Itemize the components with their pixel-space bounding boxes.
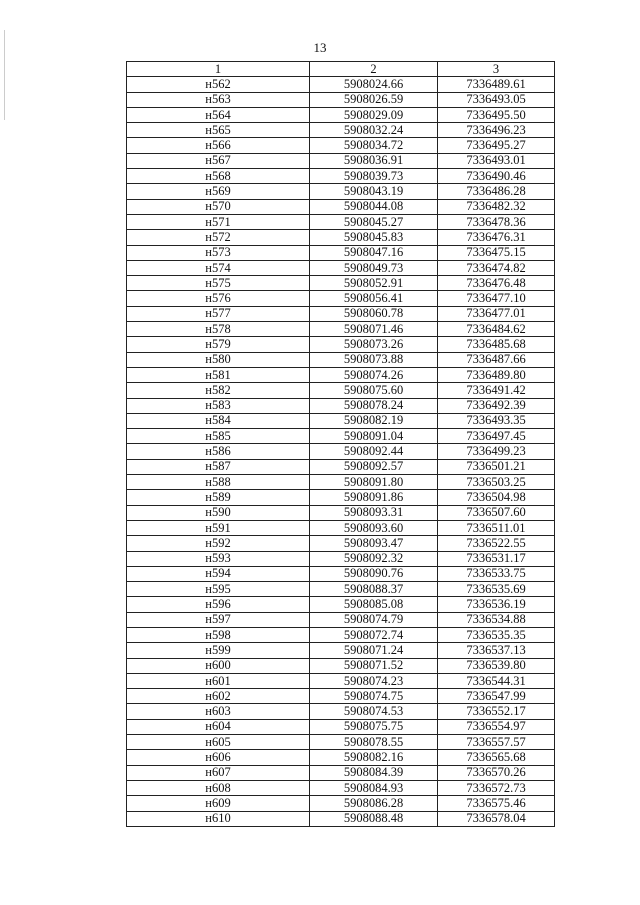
y-coordinate-cell: 7336486.28 xyxy=(438,184,555,199)
point-number-cell: н598 xyxy=(127,627,310,642)
table-row xyxy=(127,780,555,795)
table-row xyxy=(127,750,555,765)
x-coordinate-cell: 5908032.24 xyxy=(310,123,438,138)
coordinates-table xyxy=(126,61,555,827)
table-row xyxy=(127,643,555,658)
point-number-cell: н568 xyxy=(127,169,310,184)
page-number: 13 xyxy=(313,40,327,55)
y-coordinate-cell: 7336535.35 xyxy=(438,627,555,642)
table-row xyxy=(127,169,555,184)
point-number-cell: н586 xyxy=(127,444,310,459)
table-row xyxy=(127,413,555,428)
y-coordinate-cell: 7336578.04 xyxy=(438,811,555,826)
x-coordinate-cell: 5908075.60 xyxy=(310,383,438,398)
x-coordinate-cell: 5908072.74 xyxy=(310,627,438,642)
table-row xyxy=(127,367,555,382)
point-number-cell: н579 xyxy=(127,337,310,352)
y-coordinate-cell: 7336536.19 xyxy=(438,597,555,612)
point-number-cell: н571 xyxy=(127,214,310,229)
point-number-cell: н596 xyxy=(127,597,310,612)
table-row xyxy=(127,92,555,107)
y-coordinate-cell: 7336504.98 xyxy=(438,490,555,505)
point-number-cell: н588 xyxy=(127,475,310,490)
column-header-3: 3 xyxy=(438,62,555,77)
table-row xyxy=(127,627,555,642)
x-coordinate-cell: 5908086.28 xyxy=(310,796,438,811)
table-row xyxy=(127,306,555,321)
x-coordinate-cell: 5908060.78 xyxy=(310,306,438,321)
point-number-cell: н600 xyxy=(127,658,310,673)
point-number-cell: н576 xyxy=(127,291,310,306)
x-coordinate-cell: 5908049.73 xyxy=(310,260,438,275)
point-number-cell: н562 xyxy=(127,77,310,92)
point-number-cell: н606 xyxy=(127,750,310,765)
table-row xyxy=(127,107,555,122)
y-coordinate-cell: 7336492.39 xyxy=(438,398,555,413)
x-coordinate-cell: 5908071.52 xyxy=(310,658,438,673)
point-number-cell: н581 xyxy=(127,367,310,382)
y-coordinate-cell: 7336475.15 xyxy=(438,245,555,260)
y-coordinate-cell: 7336477.01 xyxy=(438,306,555,321)
table-row xyxy=(127,582,555,597)
x-coordinate-cell: 5908084.93 xyxy=(310,780,438,795)
x-coordinate-cell: 5908074.79 xyxy=(310,612,438,627)
point-number-cell: н585 xyxy=(127,429,310,444)
table-row xyxy=(127,505,555,520)
table-row xyxy=(127,153,555,168)
table-row xyxy=(127,245,555,260)
x-coordinate-cell: 5908084.39 xyxy=(310,765,438,780)
y-coordinate-cell: 7336495.27 xyxy=(438,138,555,153)
point-number-cell: н573 xyxy=(127,245,310,260)
table-row xyxy=(127,566,555,581)
point-number-cell: н592 xyxy=(127,536,310,551)
y-coordinate-cell: 7336476.48 xyxy=(438,276,555,291)
x-coordinate-cell: 5908034.72 xyxy=(310,138,438,153)
y-coordinate-cell: 7336544.31 xyxy=(438,673,555,688)
y-coordinate-cell: 7336503.25 xyxy=(438,475,555,490)
x-coordinate-cell: 5908045.27 xyxy=(310,214,438,229)
point-number-cell: н599 xyxy=(127,643,310,658)
y-coordinate-cell: 7336496.23 xyxy=(438,123,555,138)
y-coordinate-cell: 7336565.68 xyxy=(438,750,555,765)
table-row xyxy=(127,689,555,704)
column-header-2: 2 xyxy=(310,62,438,77)
x-coordinate-cell: 5908044.08 xyxy=(310,199,438,214)
x-coordinate-cell: 5908043.19 xyxy=(310,184,438,199)
x-coordinate-cell: 5908073.88 xyxy=(310,352,438,367)
x-coordinate-cell: 5908047.16 xyxy=(310,245,438,260)
point-number-cell: н607 xyxy=(127,765,310,780)
x-coordinate-cell: 5908074.26 xyxy=(310,367,438,382)
y-coordinate-cell: 7336491.42 xyxy=(438,383,555,398)
x-coordinate-cell: 5908093.60 xyxy=(310,520,438,535)
point-number-cell: н574 xyxy=(127,260,310,275)
y-coordinate-cell: 7336493.35 xyxy=(438,413,555,428)
x-coordinate-cell: 5908071.24 xyxy=(310,643,438,658)
y-coordinate-cell: 7336511.01 xyxy=(438,520,555,535)
table-row xyxy=(127,765,555,780)
y-coordinate-cell: 7336507.60 xyxy=(438,505,555,520)
point-number-cell: н563 xyxy=(127,92,310,107)
x-coordinate-cell: 5908036.91 xyxy=(310,153,438,168)
y-coordinate-cell: 7336552.17 xyxy=(438,704,555,719)
y-coordinate-cell: 7336534.88 xyxy=(438,612,555,627)
x-coordinate-cell: 5908071.46 xyxy=(310,322,438,337)
table-row xyxy=(127,123,555,138)
table-row xyxy=(127,291,555,306)
point-number-cell: н610 xyxy=(127,811,310,826)
y-coordinate-cell: 7336537.13 xyxy=(438,643,555,658)
x-coordinate-cell: 5908091.04 xyxy=(310,429,438,444)
table-row xyxy=(127,138,555,153)
point-number-cell: н601 xyxy=(127,673,310,688)
table-row xyxy=(127,597,555,612)
x-coordinate-cell: 5908091.86 xyxy=(310,490,438,505)
y-coordinate-cell: 7336489.61 xyxy=(438,77,555,92)
table-row xyxy=(127,536,555,551)
table-row xyxy=(127,383,555,398)
point-number-cell: н565 xyxy=(127,123,310,138)
table-row xyxy=(127,719,555,734)
x-coordinate-cell: 5908024.66 xyxy=(310,77,438,92)
y-coordinate-cell: 7336490.46 xyxy=(438,169,555,184)
point-number-cell: н566 xyxy=(127,138,310,153)
point-number-cell: н605 xyxy=(127,735,310,750)
x-coordinate-cell: 5908074.53 xyxy=(310,704,438,719)
table-row xyxy=(127,673,555,688)
table-row xyxy=(127,459,555,474)
point-number-cell: н609 xyxy=(127,796,310,811)
table-row xyxy=(127,475,555,490)
column-header-1: 1 xyxy=(127,62,310,77)
y-coordinate-cell: 7336539.80 xyxy=(438,658,555,673)
point-number-cell: н602 xyxy=(127,689,310,704)
y-coordinate-cell: 7336533.75 xyxy=(438,566,555,581)
point-number-cell: н580 xyxy=(127,352,310,367)
point-number-cell: н608 xyxy=(127,780,310,795)
y-coordinate-cell: 7336572.73 xyxy=(438,780,555,795)
y-coordinate-cell: 7336535.69 xyxy=(438,582,555,597)
table-row xyxy=(127,658,555,673)
x-coordinate-cell: 5908090.76 xyxy=(310,566,438,581)
table-row xyxy=(127,184,555,199)
point-number-cell: н567 xyxy=(127,153,310,168)
point-number-cell: н583 xyxy=(127,398,310,413)
x-coordinate-cell: 5908078.24 xyxy=(310,398,438,413)
y-coordinate-cell: 7336477.10 xyxy=(438,291,555,306)
point-number-cell: н593 xyxy=(127,551,310,566)
y-coordinate-cell: 7336501.21 xyxy=(438,459,555,474)
y-coordinate-cell: 7336476.31 xyxy=(438,230,555,245)
table-row xyxy=(127,199,555,214)
table-row xyxy=(127,444,555,459)
point-number-cell: н594 xyxy=(127,566,310,581)
x-coordinate-cell: 5908082.16 xyxy=(310,750,438,765)
point-number-cell: н570 xyxy=(127,199,310,214)
point-number-cell: н591 xyxy=(127,520,310,535)
point-number-cell: н590 xyxy=(127,505,310,520)
table-row xyxy=(127,260,555,275)
table-row xyxy=(127,551,555,566)
y-coordinate-cell: 7336557.57 xyxy=(438,735,555,750)
x-coordinate-cell: 5908091.80 xyxy=(310,475,438,490)
point-number-cell: н604 xyxy=(127,719,310,734)
table-row xyxy=(127,398,555,413)
table-row xyxy=(127,490,555,505)
x-coordinate-cell: 5908056.41 xyxy=(310,291,438,306)
x-coordinate-cell: 5908092.57 xyxy=(310,459,438,474)
x-coordinate-cell: 5908073.26 xyxy=(310,337,438,352)
y-coordinate-cell: 7336531.17 xyxy=(438,551,555,566)
point-number-cell: н597 xyxy=(127,612,310,627)
x-coordinate-cell: 5908074.75 xyxy=(310,689,438,704)
x-coordinate-cell: 5908029.09 xyxy=(310,107,438,122)
y-coordinate-cell: 7336575.46 xyxy=(438,796,555,811)
table-row xyxy=(127,337,555,352)
y-coordinate-cell: 7336554.97 xyxy=(438,719,555,734)
point-number-cell: н582 xyxy=(127,383,310,398)
table-row xyxy=(127,704,555,719)
table-row xyxy=(127,735,555,750)
y-coordinate-cell: 7336484.62 xyxy=(438,322,555,337)
table-row xyxy=(127,322,555,337)
table-header-row xyxy=(127,62,555,77)
x-coordinate-cell: 5908045.83 xyxy=(310,230,438,245)
y-coordinate-cell: 7336547.99 xyxy=(438,689,555,704)
table-row xyxy=(127,429,555,444)
x-coordinate-cell: 5908093.31 xyxy=(310,505,438,520)
y-coordinate-cell: 7336493.01 xyxy=(438,153,555,168)
point-number-cell: н575 xyxy=(127,276,310,291)
y-coordinate-cell: 7336570.26 xyxy=(438,765,555,780)
table-row xyxy=(127,230,555,245)
y-coordinate-cell: 7336522.55 xyxy=(438,536,555,551)
y-coordinate-cell: 7336495.50 xyxy=(438,107,555,122)
point-number-cell: н603 xyxy=(127,704,310,719)
table-row xyxy=(127,612,555,627)
table-row xyxy=(127,77,555,92)
point-number-cell: н564 xyxy=(127,107,310,122)
y-coordinate-cell: 7336487.66 xyxy=(438,352,555,367)
x-coordinate-cell: 5908039.73 xyxy=(310,169,438,184)
coordinates-table-wrapper xyxy=(126,61,554,827)
table-row xyxy=(127,276,555,291)
x-coordinate-cell: 5908092.44 xyxy=(310,444,438,459)
y-coordinate-cell: 7336482.32 xyxy=(438,199,555,214)
x-coordinate-cell: 5908082.19 xyxy=(310,413,438,428)
x-coordinate-cell: 5908092.32 xyxy=(310,551,438,566)
y-coordinate-cell: 7336497.45 xyxy=(438,429,555,444)
x-coordinate-cell: 5908052.91 xyxy=(310,276,438,291)
point-number-cell: н595 xyxy=(127,582,310,597)
x-coordinate-cell: 5908088.48 xyxy=(310,811,438,826)
table-row xyxy=(127,796,555,811)
x-coordinate-cell: 5908088.37 xyxy=(310,582,438,597)
point-number-cell: н572 xyxy=(127,230,310,245)
x-coordinate-cell: 5908078.55 xyxy=(310,735,438,750)
point-number-cell: н578 xyxy=(127,322,310,337)
x-coordinate-cell: 5908085.08 xyxy=(310,597,438,612)
table-row xyxy=(127,352,555,367)
point-number-cell: н577 xyxy=(127,306,310,321)
y-coordinate-cell: 7336485.68 xyxy=(438,337,555,352)
y-coordinate-cell: 7336478.36 xyxy=(438,214,555,229)
table-row xyxy=(127,214,555,229)
x-coordinate-cell: 5908075.75 xyxy=(310,719,438,734)
y-coordinate-cell: 7336489.80 xyxy=(438,367,555,382)
point-number-cell: н587 xyxy=(127,459,310,474)
y-coordinate-cell: 7336493.05 xyxy=(438,92,555,107)
table-row xyxy=(127,811,555,826)
y-coordinate-cell: 7336474.82 xyxy=(438,260,555,275)
table-body xyxy=(127,77,555,827)
point-number-cell: н584 xyxy=(127,413,310,428)
x-coordinate-cell: 5908026.59 xyxy=(310,92,438,107)
point-number-cell: н569 xyxy=(127,184,310,199)
x-coordinate-cell: 5908074.23 xyxy=(310,673,438,688)
x-coordinate-cell: 5908093.47 xyxy=(310,536,438,551)
table-row xyxy=(127,520,555,535)
y-coordinate-cell: 7336499.23 xyxy=(438,444,555,459)
point-number-cell: н589 xyxy=(127,490,310,505)
